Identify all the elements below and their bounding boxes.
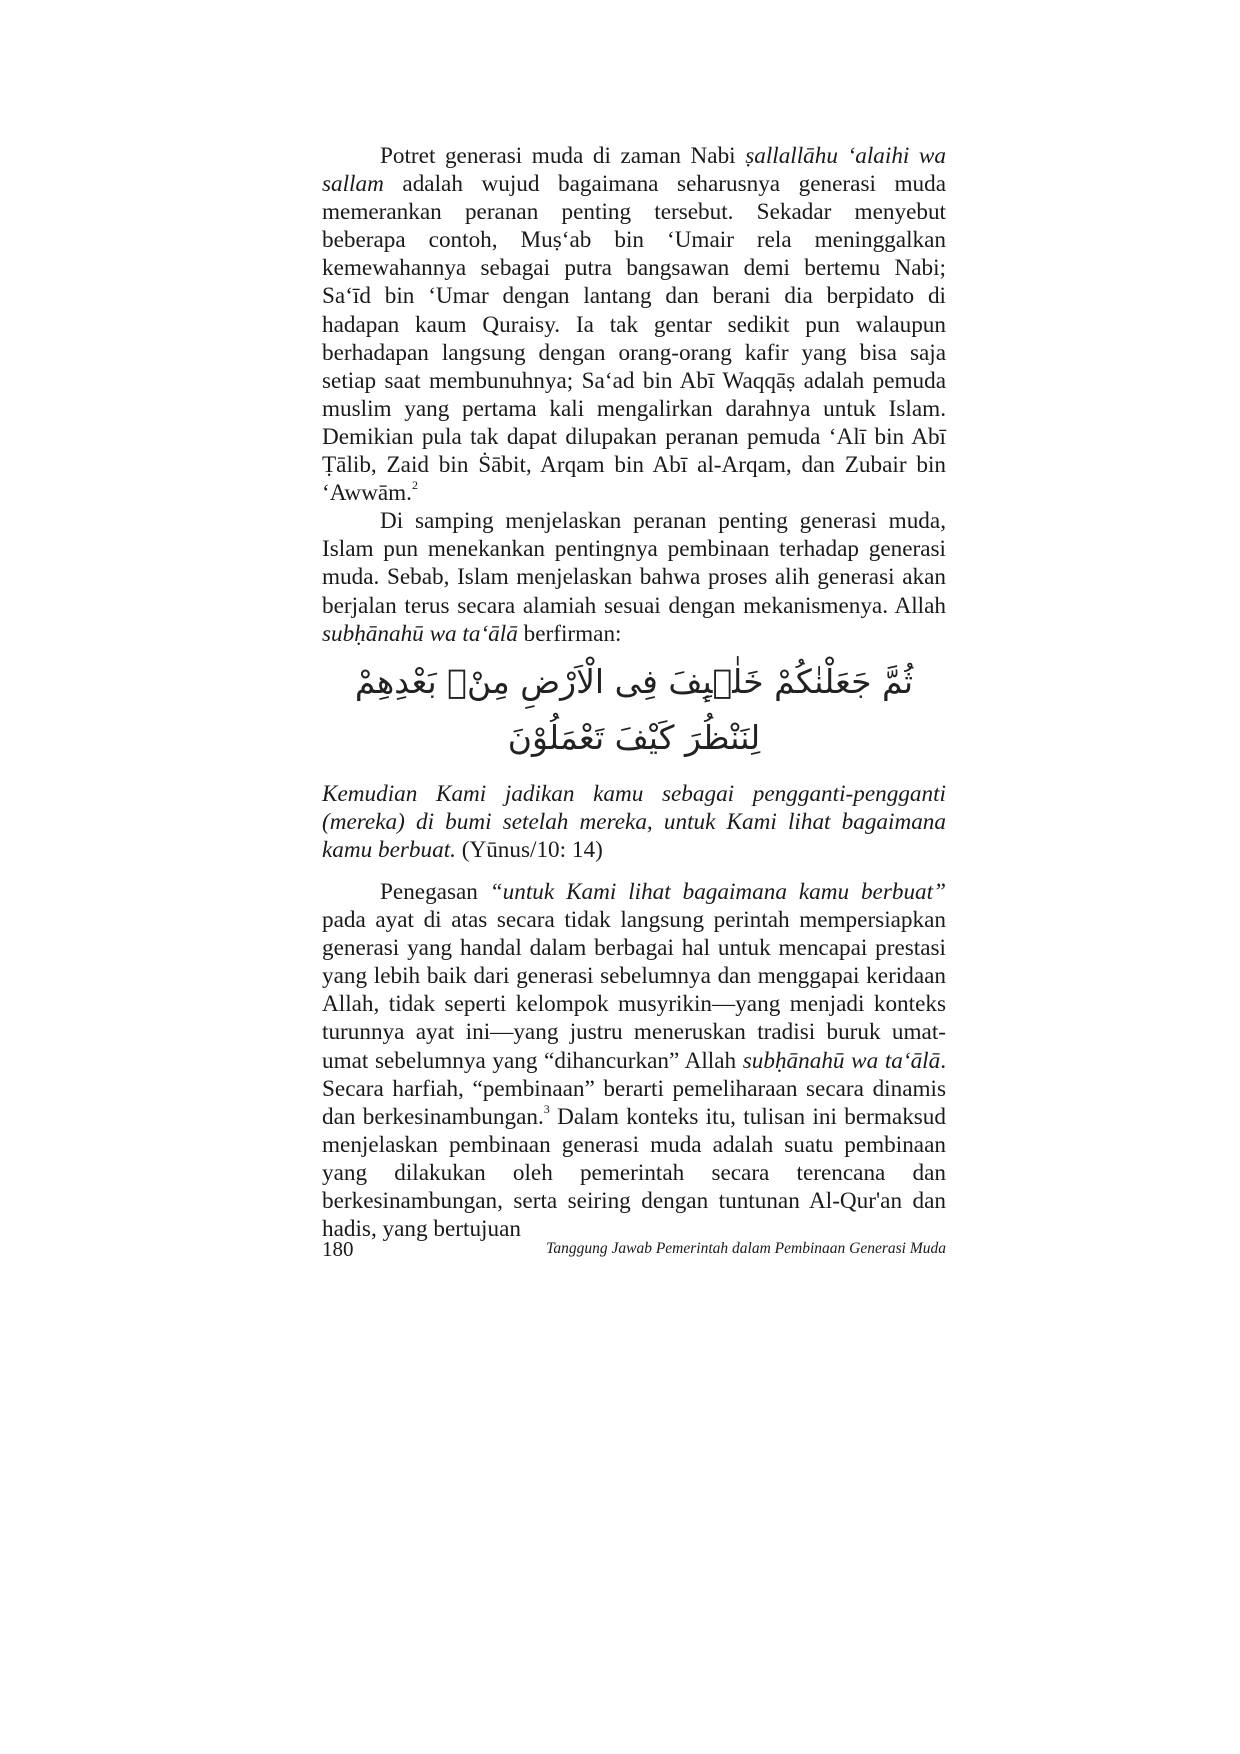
p3-text-1: Penegasan	[380, 878, 490, 905]
p3-text-4: Dalam konteks itu, tulisan ini bermaksud menjelaskan pembinaan generasi muda adalah suatu pembinaan yang dilakukan oleh pemerintah secara terencana dan berkesinambungan, serta seiring dengan tuntunan Al-Qur'an dan hadis, yang bertujuan	[322, 1103, 946, 1243]
verse-translation	[322, 780, 946, 864]
page-number: 180	[322, 1237, 354, 1261]
quran-verse-arabic: ثُمَّ جَعَلْنٰكُمْ خَلٰۤىِٕفَ فِى الْاَرْضِ مِنْۢ بَعْدِهِمْ لِنَنْظُرَ كَيْفَ تَعْمَلُوْنَ	[354, 661, 914, 757]
p1-text-2: adalah wujud bagaimana seharusnya generasi muda memerankan peranan penting tersebut. Sekadar menyebut beberapa contoh, Muṣ‘ab bin ‘Umair rela meninggalkan kemewahannya sebagai putra bangsawan demi bertemu Nabi; Sa‘īd bin ‘Umar dengan lantang dan berani dia berpidato di hadapan kaum Quraisy. Ia tak gentar sedikit pun walaupun berhadapan langsung dengan orang-orang kafir yang bisa saja setiap saat membunuhnya; Sa‘ad bin Abī Waqqāṣ adalah pemuda muslim yang pertama kali mengalirkan darahnya untuk Islam. Demikian pula tak dapat dilupakan peranan pemuda ‘Alī bin Abī Ṭālib, Zaid bin Ṡābit, Arqam bin Abī al-Arqam, dan Zubair bin ‘Awwām.	[322, 171, 946, 507]
paragraph-1	[322, 142, 946, 507]
page-footer	[322, 1237, 946, 1267]
paragraph-2	[322, 507, 946, 647]
p3-italic-quote: “untuk Kami lihat bagaimana kamu berbuat”	[489, 878, 946, 905]
p1-text-1: Potret generasi muda di zaman Nabi	[380, 143, 746, 169]
p2-italic-honorific: subḥānahū wa ta‘ālā	[322, 620, 518, 647]
verse-translation-text: Kemudian Kami jadikan kamu sebagai pengganti-pengganti (mereka) di bumi setelah mereka, untuk Kami lihat bagaimana kamu berbuat.	[322, 780, 946, 863]
footnote-ref-2[interactable]: 2	[411, 478, 418, 493]
p3-text-2: pada ayat di atas secara tidak langsung perintah mempersiapkan generasi yang handal dalam berbagai hal untuk mencapai prestasi yang lebih baik dari generasi sebelumnya dan menggapai keridaan Allah, tidak seperti kelompok musyrikin—yang menjadi konteks turunnya ayat ini—yang justru meneruskan tradisi buruk umat-umat sebelumnya yang “dihancurkan” Allah	[322, 907, 946, 1074]
paragraph-3	[322, 878, 946, 1243]
verse-reference: (Yūnus/10: 14)	[455, 836, 603, 863]
p1-italic-honorific: ṣallallāhu ‘alaihi wa sallam	[322, 143, 946, 198]
page-body	[322, 142, 946, 1243]
p3-text-3: . Secara harfiah, “pembinaan” berarti pemeliharaan secara dinamis dan berkesinambungan.	[322, 1047, 946, 1130]
p3-italic-honorific: subḥānahū wa ta‘ālā	[742, 1047, 941, 1074]
p2-text-1: Di samping menjelaskan peranan penting generasi muda, Islam pun menekankan pentingnya pembinaan terhadap generasi muda. Sebab, Islam menjelaskan bahwa proses alih generasi akan berjalan terus secara alamiah sesuai dengan mekanismenya. Allah	[322, 508, 946, 619]
p2-text-2: berfirman:	[517, 620, 622, 647]
running-title: Tanggung Jawab Pemerintah dalam Pembinaan Generasi Muda	[546, 1240, 946, 1257]
footnote-ref-3[interactable]: 3	[543, 1101, 550, 1116]
